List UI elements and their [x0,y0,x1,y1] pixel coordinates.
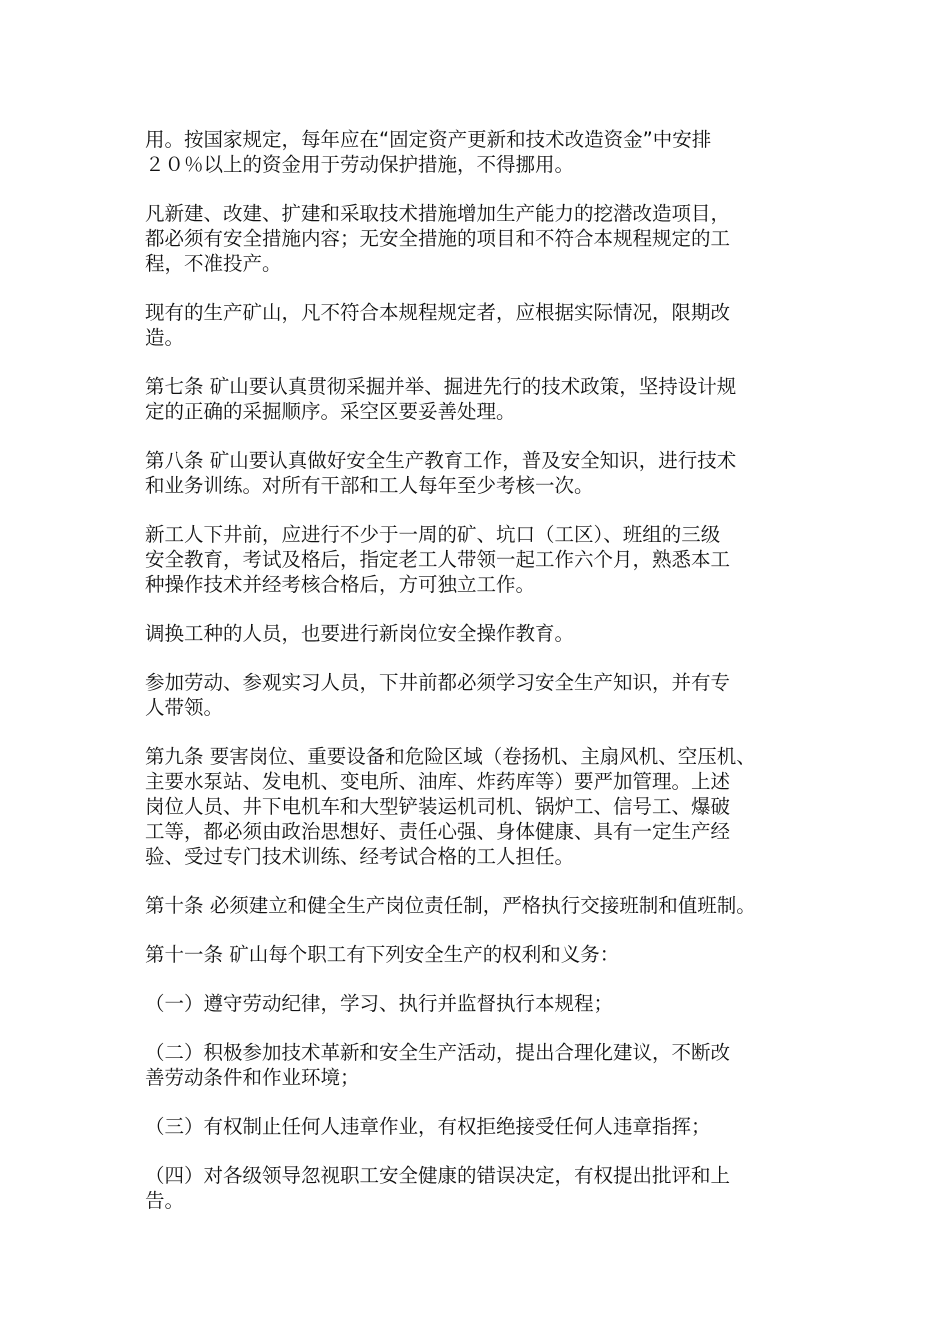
paragraph [145,744,825,869]
text-line: 告。 [145,1189,185,1212]
text-line: 定的正确的采掘顺序。采空区要妥善处理。 [145,400,516,423]
text-line: （二）积极参加技术革新和安全生产活动，提出合理化建议，不断改 [145,1041,731,1064]
text-line: ２０％以上的资金用于劳动保护措施，不得挪用。 [145,153,575,176]
paragraph [145,1114,825,1139]
text-line: 验、受过专门技术训练、经考试合格的工人担任。 [145,845,575,868]
text-line: （三）有权制止任何人违章作业，有权拒绝接受任何人违章指挥； [145,1115,711,1138]
text-line: 人带领。 [145,696,224,719]
paragraph [145,621,825,646]
text-line: 都必须有安全措施内容；无安全措施的项目和不符合本规程规定的工 [145,227,731,250]
paragraph [145,893,825,918]
text-line: （一）遵守劳动纪律，学习、执行并监督执行本规程； [145,992,614,1015]
paragraph [145,991,825,1016]
paragraph [145,1163,825,1213]
paragraph [145,374,825,424]
text-line: 用。按国家规定，每年应在“固定资产更新和技术改造资金”中安排 [145,128,712,151]
paragraph [145,300,825,350]
text-line: 程，不准投产。 [145,252,282,275]
paragraph [145,201,825,276]
text-line: （四）对各级领导忽视职工安全健康的错误决定，有权提出批评和上 [145,1164,731,1187]
paragraph [145,127,825,177]
text-line: 第九条 要害岗位、重要设备和危险区域（卷扬机、主扇风机、空压机、 [145,745,756,768]
text-line: 善劳动条件和作业环境； [145,1066,360,1089]
text-line: 第七条 矿山要认真贯彻采掘并举、掘进先行的技术政策，坚持设计规 [145,375,737,398]
text-line: 岗位人员、井下电机车和大型铲装运机司机、锅炉工、信号工、爆破 [145,795,731,818]
paragraph [145,1040,825,1090]
document-body [145,127,825,1237]
text-line: 现有的生产矿山，凡不符合本规程规定者，应根据实际情况，限期改 [145,301,731,324]
paragraph [145,942,825,967]
text-line: 调换工种的人员，也要进行新岗位安全操作教育。 [145,622,575,645]
text-line: 主要水泵站、发电机、变电所、油库、炸药库等）要严加管理。上述 [145,770,731,793]
text-line: 工等，都必须由政治思想好、责任心强、身体健康、具有一定生产经 [145,820,731,843]
text-line: 造。 [145,326,185,349]
text-line: 参加劳动、参观实习人员，下井前都必须学习安全生产知识，并有专 [145,671,731,694]
text-line: 第十条 必须建立和健全生产岗位责任制，严格执行交接班制和值班制。 [145,894,756,917]
paragraph [145,448,825,498]
paragraph [145,522,825,597]
text-line: 第八条 矿山要认真做好安全生产教育工作，普及安全知识，进行技术 [145,449,737,472]
text-line: 第十一条 矿山每个职工有下列安全生产的权利和义务： [145,943,620,966]
text-line: 和业务训练。对所有干部和工人每年至少考核一次。 [145,474,594,497]
paragraph [145,670,825,720]
text-line: 种操作技术并经考核合格后，方可独立工作。 [145,573,536,596]
text-line: 新工人下井前，应进行不少于一周的矿、坑口（工区）、班组的三级 [145,523,721,546]
text-line: 凡新建、改建、扩建和采取技术措施增加生产能力的挖潜改造项目， [145,202,731,225]
text-line: 安全教育，考试及格后，指定老工人带领一起工作六个月，熟悉本工 [145,548,731,571]
